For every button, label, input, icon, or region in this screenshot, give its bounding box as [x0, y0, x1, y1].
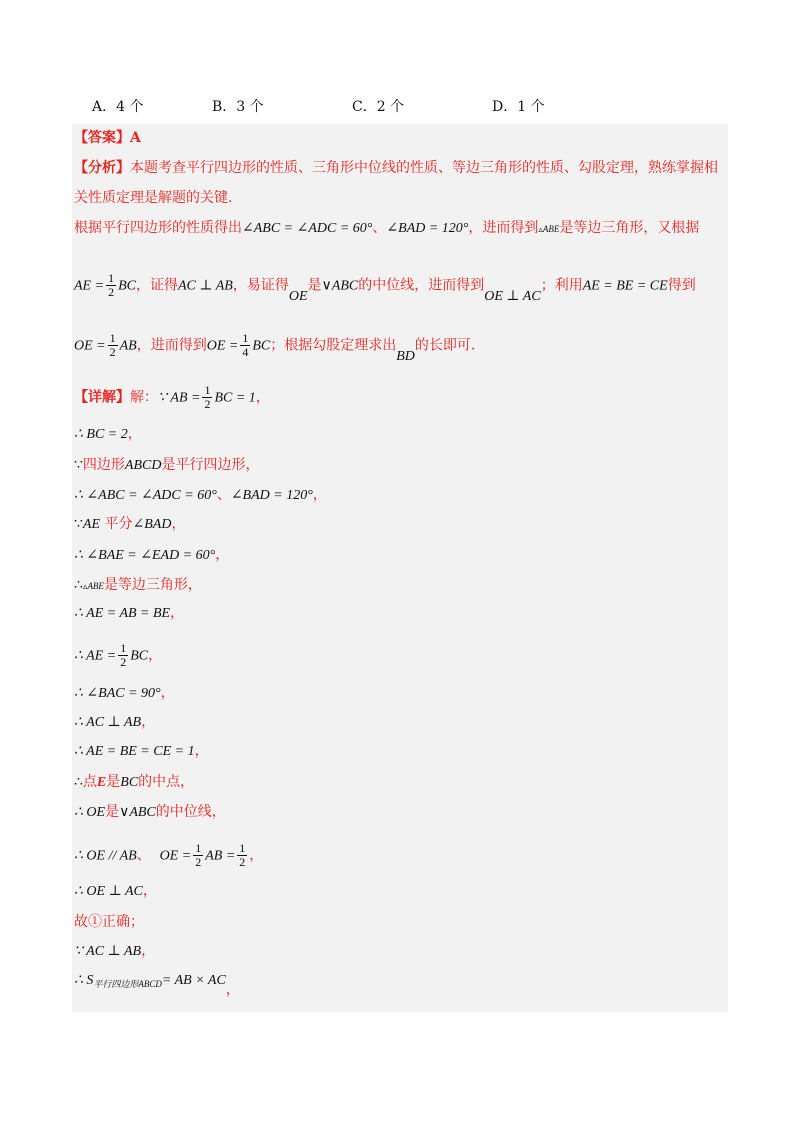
- detail-step-5: [74, 514, 185, 535]
- detail-s3-because: ∵: [74, 458, 83, 473]
- solution-panel: [72, 124, 728, 1012]
- detail-step-14: [74, 802, 226, 823]
- detail-s19-math-1: ∴ S: [74, 973, 94, 988]
- detail-s6-math: ∴ ∠BAE = ∠EAD = 60°: [74, 548, 216, 563]
- detail-s5-end: ，: [171, 516, 186, 532]
- detail-s7-therefore: ∴: [74, 578, 83, 593]
- analysis-l5-math-1a: OE =: [74, 338, 106, 354]
- detail-s4-text: 、: [216, 487, 231, 503]
- detail-step-17: [74, 912, 144, 932]
- analysis-l3-math-2: ∠BAD = 120°: [386, 221, 469, 236]
- detail-step-2: [74, 424, 142, 445]
- detail-s12-end: ，: [194, 743, 209, 759]
- analysis-l4-math-1b: BC: [118, 278, 136, 294]
- detail-s9-fraction: [118, 642, 128, 669]
- answer-value: A: [130, 130, 141, 146]
- fraction-numerator: 1: [204, 383, 211, 397]
- fraction-denominator: 4: [242, 345, 249, 359]
- detail-step-4: [74, 485, 327, 506]
- detail-s10-math: ∴ ∠BAC = 90°: [74, 686, 161, 701]
- detail-s1-math-1: ∵ AB =: [158, 390, 201, 406]
- fraction-numerator: 1: [239, 841, 246, 855]
- analysis-line-4: [74, 271, 696, 304]
- analysis-l4-math-1a: AE =: [74, 278, 105, 294]
- detail-s4-math-1: ∴ ∠ABC = ∠ADC = 60°: [74, 488, 217, 503]
- detail-s13-math-2: BC: [120, 775, 139, 790]
- analysis-l3-text-d: 是等边三角形，又根据: [559, 220, 700, 236]
- fraction-denominator: 2: [120, 655, 127, 669]
- detail-step-8: [74, 603, 184, 624]
- detail-s11-end: ，: [141, 714, 156, 730]
- fraction-denominator: 2: [109, 345, 116, 359]
- detail-s15-math-3: AB =: [205, 848, 236, 864]
- detail-s13-therefore: ∴: [74, 775, 83, 790]
- detail-s17-text: 故①正确；: [74, 914, 144, 930]
- detail-s5-because: ∵: [74, 517, 83, 532]
- detail-s3-text-b: 四边形: [82, 457, 125, 473]
- detail-s16-math: ∴ OE ⊥ AC: [74, 884, 143, 899]
- detail-s15-math-2: OE =: [159, 848, 192, 864]
- analysis-line-3: [74, 218, 699, 239]
- analysis-tag: 【分析】: [74, 160, 130, 176]
- detail-s14-text-b: 是: [105, 804, 120, 820]
- detail-step-13: [74, 772, 194, 793]
- fraction-denominator: 2: [195, 855, 202, 869]
- option-a: A．4 个: [92, 99, 144, 115]
- detail-s13-math-1: E: [96, 775, 107, 790]
- detail-s3-math: ABCD: [124, 458, 162, 473]
- detail-s9-end: ，: [148, 647, 163, 664]
- detail-s7-text: 是等边三角形，: [103, 577, 202, 593]
- detail-s15-fraction-1: [193, 842, 203, 869]
- detail-s15-end: ，: [249, 847, 264, 864]
- analysis-l3-text-c: ，进而得到: [468, 220, 539, 236]
- fraction-numerator: 1: [242, 331, 249, 345]
- fraction-numerator: 1: [120, 641, 127, 655]
- detail-s5-text: 平分: [104, 516, 133, 532]
- detail-s1-end: ，: [255, 389, 270, 406]
- analysis-l5-fraction-1: [108, 332, 118, 359]
- analysis-text-2: 关性质定理是解题的关键.: [74, 190, 233, 206]
- detail-s2-end: ，: [127, 426, 142, 442]
- detail-s5-math-2: ∠BAD: [132, 517, 172, 532]
- option-d: D．1 个: [492, 99, 545, 115]
- analysis-l4-math-5: OE ⊥ AC: [484, 288, 541, 304]
- analysis-l4-math-6: AE = BE = CE: [582, 278, 668, 294]
- fraction-numerator: 1: [195, 841, 202, 855]
- detail-s14-math-1: ∴ OE: [74, 805, 106, 820]
- fraction-denominator: 2: [204, 397, 211, 411]
- detail-s14-text-c: 的中位线，: [155, 804, 226, 820]
- detail-s7-math: ▵ABE: [82, 581, 104, 591]
- detail-step-15: [74, 842, 263, 869]
- detail-s1-math-2: BC = 1: [214, 390, 256, 406]
- analysis-l5-text-b: ；根据勾股定理求出: [270, 337, 397, 354]
- detail-s18-end: ，: [141, 943, 156, 959]
- detail-step-19: [74, 970, 240, 998]
- detail-step-12: [74, 741, 209, 762]
- detail-step-1: [74, 384, 270, 411]
- detail-tag: 【详解】: [74, 389, 130, 406]
- fraction-denominator: 2: [239, 855, 246, 869]
- analysis-line-5: [74, 331, 476, 364]
- detail-s12-math: ∴ AE = BE = CE = 1: [74, 744, 195, 759]
- analysis-l3-math-1: ∠ABC = ∠ADC = 60°: [242, 221, 373, 236]
- detail-step-18: [74, 941, 155, 962]
- detail-s1-text: 解：: [130, 389, 158, 406]
- analysis-l5-math-2b: BC: [252, 338, 271, 354]
- analysis-l4-text-d: 的中位线，进而得到: [358, 277, 485, 294]
- option-b: B．3 个: [212, 99, 264, 115]
- detail-step-7: [74, 575, 202, 596]
- detail-s13-text-d: 的中点，: [138, 774, 195, 790]
- analysis-l4-text-e: ；利用: [540, 277, 583, 294]
- fraction-numerator: 1: [109, 331, 116, 345]
- detail-s9-math-1: ∴ AE =: [74, 648, 117, 664]
- detail-s13-text-b: 点: [82, 774, 97, 790]
- detail-s2-math: ∴ BC = 2: [74, 427, 128, 442]
- detail-s8-end: ，: [170, 605, 185, 621]
- analysis-l4-text-a: ，证得: [135, 277, 178, 294]
- detail-step-11: [74, 712, 155, 733]
- analysis-l4-math-3: OE: [288, 288, 308, 304]
- detail-s5-math-1: AE: [82, 517, 101, 532]
- analysis-l3-text-a: 根据平行四边形的性质得出: [74, 220, 242, 236]
- detail-s9-math-2: BC: [130, 648, 149, 664]
- detail-s19-subscript: 平行四边形ABCD: [93, 979, 162, 989]
- detail-s13-text-c: 是: [106, 774, 121, 790]
- analysis-l5-math-2a: OE =: [206, 338, 239, 354]
- fraction-numerator: 1: [108, 271, 115, 285]
- detail-s10-end: ，: [160, 685, 175, 701]
- detail-s6-end: ，: [215, 547, 230, 563]
- option-c: C．2 个: [352, 99, 405, 115]
- analysis-line-2: [74, 188, 232, 208]
- detail-step-16: [74, 881, 157, 902]
- analysis-l5-text-c: 的长即可.: [414, 337, 476, 354]
- answer-tag: 【答案】: [74, 130, 130, 146]
- detail-s8-math: ∴ AE = AB = BE: [74, 606, 171, 621]
- detail-step-10: [74, 683, 175, 704]
- detail-step-3: [74, 455, 259, 476]
- detail-s4-end: ，: [312, 487, 327, 503]
- detail-s3-text-c: 是平行四边形，: [161, 457, 260, 473]
- analysis-l4-math-2: AC ⊥ AB: [177, 278, 233, 294]
- analysis-l3-math-3: ▵ABE: [538, 224, 560, 234]
- detail-s15-math-1: ∴ OE // AB: [74, 848, 137, 864]
- detail-step-9: [74, 642, 162, 669]
- detail-s14-math-2: ∨ABC: [119, 805, 156, 820]
- analysis-l5-fraction-2: [240, 332, 250, 359]
- detail-s15-text: 、: [136, 847, 151, 864]
- analysis-text-1: 本题考查平行四边形的性质、三角形中位线的性质、等边三角形的性质、勾股定理，熟练掌握相: [130, 160, 718, 176]
- analysis-l4-fraction: [106, 272, 116, 299]
- analysis-l4-text-f: 得到: [667, 277, 696, 294]
- detail-step-6: [74, 545, 229, 566]
- detail-s19-end: ，: [225, 982, 240, 998]
- analysis-l4-text-c: 是: [307, 277, 322, 294]
- fraction-denominator: 2: [108, 285, 115, 299]
- analysis-l4-text-b: ，易证得: [232, 277, 289, 294]
- answer-line: [74, 128, 141, 148]
- analysis-l4-math-4: ∨ABC: [321, 278, 359, 294]
- detail-s4-math-2: ∠BAD = 120°: [230, 488, 313, 503]
- analysis-l3-text-b: 、: [372, 220, 387, 236]
- analysis-l5-text-a: ，进而得到: [136, 337, 207, 354]
- analysis-l5-math-3: BD: [396, 348, 415, 364]
- analysis-line-1: [74, 158, 718, 178]
- detail-s1-fraction: [202, 384, 212, 411]
- detail-s11-math: ∴ AC ⊥ AB: [74, 715, 142, 730]
- detail-s19-math-2: = AB × AC: [161, 973, 226, 988]
- detail-s15-fraction-2: [237, 842, 247, 869]
- detail-s18-math: ∵ AC ⊥ AB: [74, 944, 142, 959]
- detail-s16-end: ，: [142, 883, 157, 899]
- analysis-l5-math-1b: AB: [119, 338, 137, 354]
